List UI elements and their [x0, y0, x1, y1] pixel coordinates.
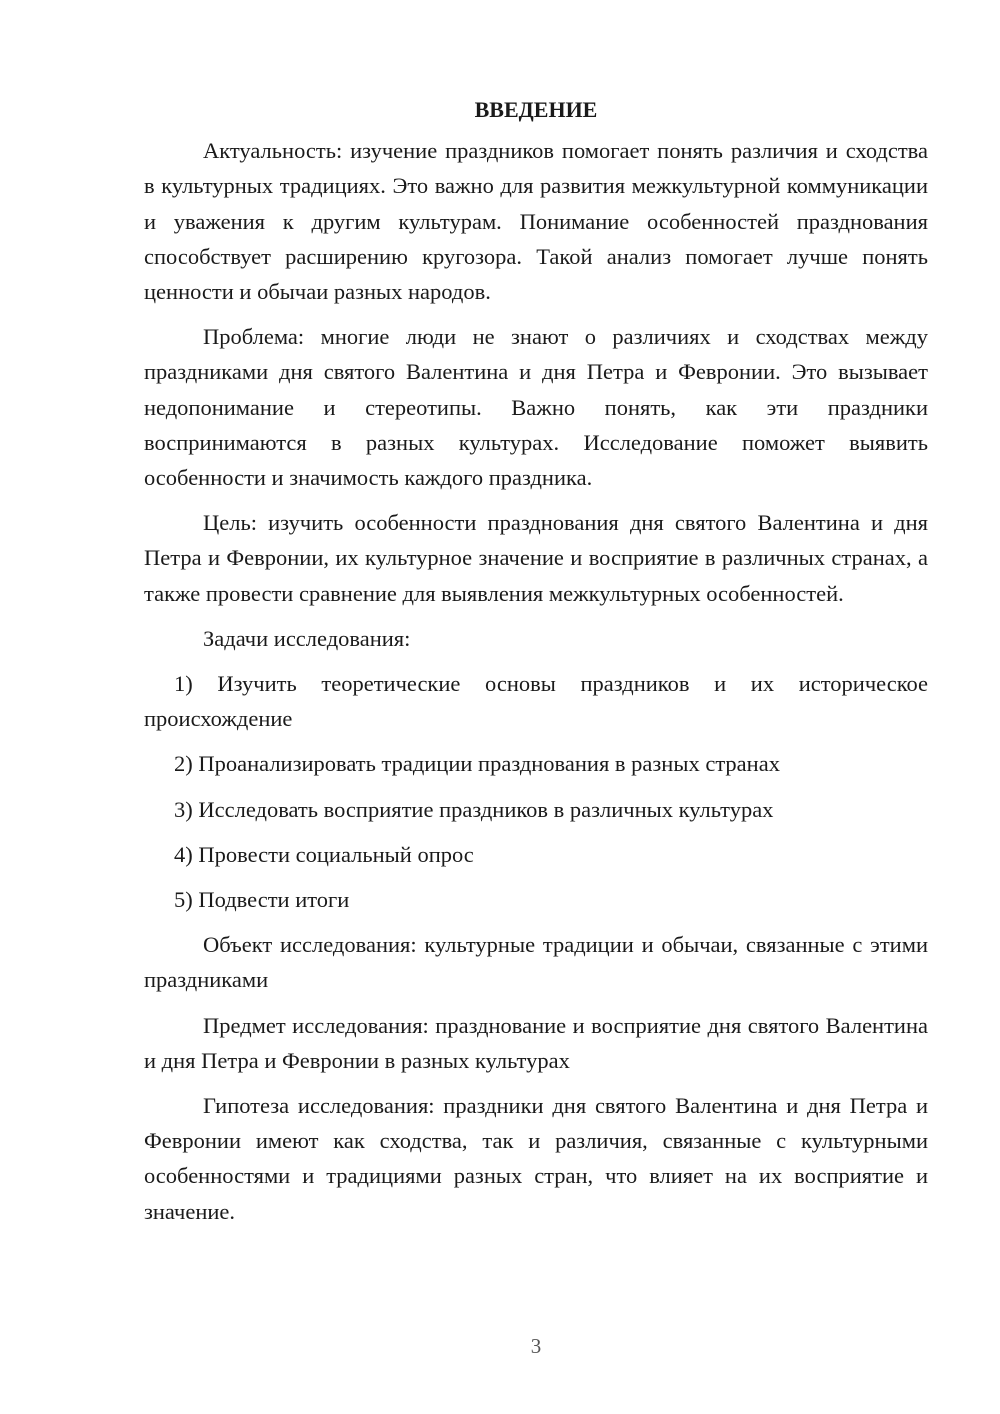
object-paragraph: Объект исследования: культурные традиции и обычаи, связанные с этими праздниками	[144, 932, 928, 993]
goal-paragraph: Цель: изучить особенности празднования дня святого Валентина и дня Петра и Февронии, их культурное значение и восприятие в различных странах, а также провести сравнение для выявления межкультурных особенностей.	[144, 510, 928, 606]
page-content	[144, 92, 928, 1239]
relevance-paragraph: Актуальность: изучение праздников помогает понять различия и сходства в культурных традициях. Это важно для развития межкультурной коммуникации и уважения к другим культурам. Понимание особенностей празднования способствует расширению кругозора. Такой анализ помогает лучше понять ценности и обычаи разных народов.	[144, 138, 928, 305]
page-title: ВВЕДЕНИЕ	[474, 97, 598, 122]
tasks-heading: Задачи исследования:	[203, 625, 411, 651]
hypothesis-paragraph: Гипотеза исследования: праздники дня святого Валентина и дня Петра и Февронии имеют как сходства, так и различия, связанные с культурными особенностями и традициями разных стран, что влияет на их восприятие и значение.	[144, 1093, 928, 1224]
task-item-4: 4) Провести социальный опрос	[174, 841, 474, 867]
problem-paragraph: Проблема: многие люди не знают о различиях и сходствах между праздниками дня святого Валентина и дня Петра и Февронии. Это вызывает недопонимание и стереотипы. Важно понять, как эти праздники воспринимаются в разных культурах. Исследование поможет выявить особенности и значимость каждого праздника.	[144, 324, 928, 491]
task-item-3: 3) Исследовать восприятие праздников в различных культурах	[174, 796, 774, 822]
page-number: 3	[530, 1334, 542, 1358]
subject-paragraph: Предмет исследования: празднование и восприятие дня святого Валентина и дня Петра и Февронии в разных культурах	[144, 1012, 928, 1073]
task-item-1: 1) Изучить теоретические основы праздников и их историческое происхождение	[144, 671, 928, 732]
task-item-5: 5) Подвести итоги	[174, 887, 350, 913]
task-item-2: 2) Проанализировать традиции празднования в разных странах	[174, 751, 780, 777]
